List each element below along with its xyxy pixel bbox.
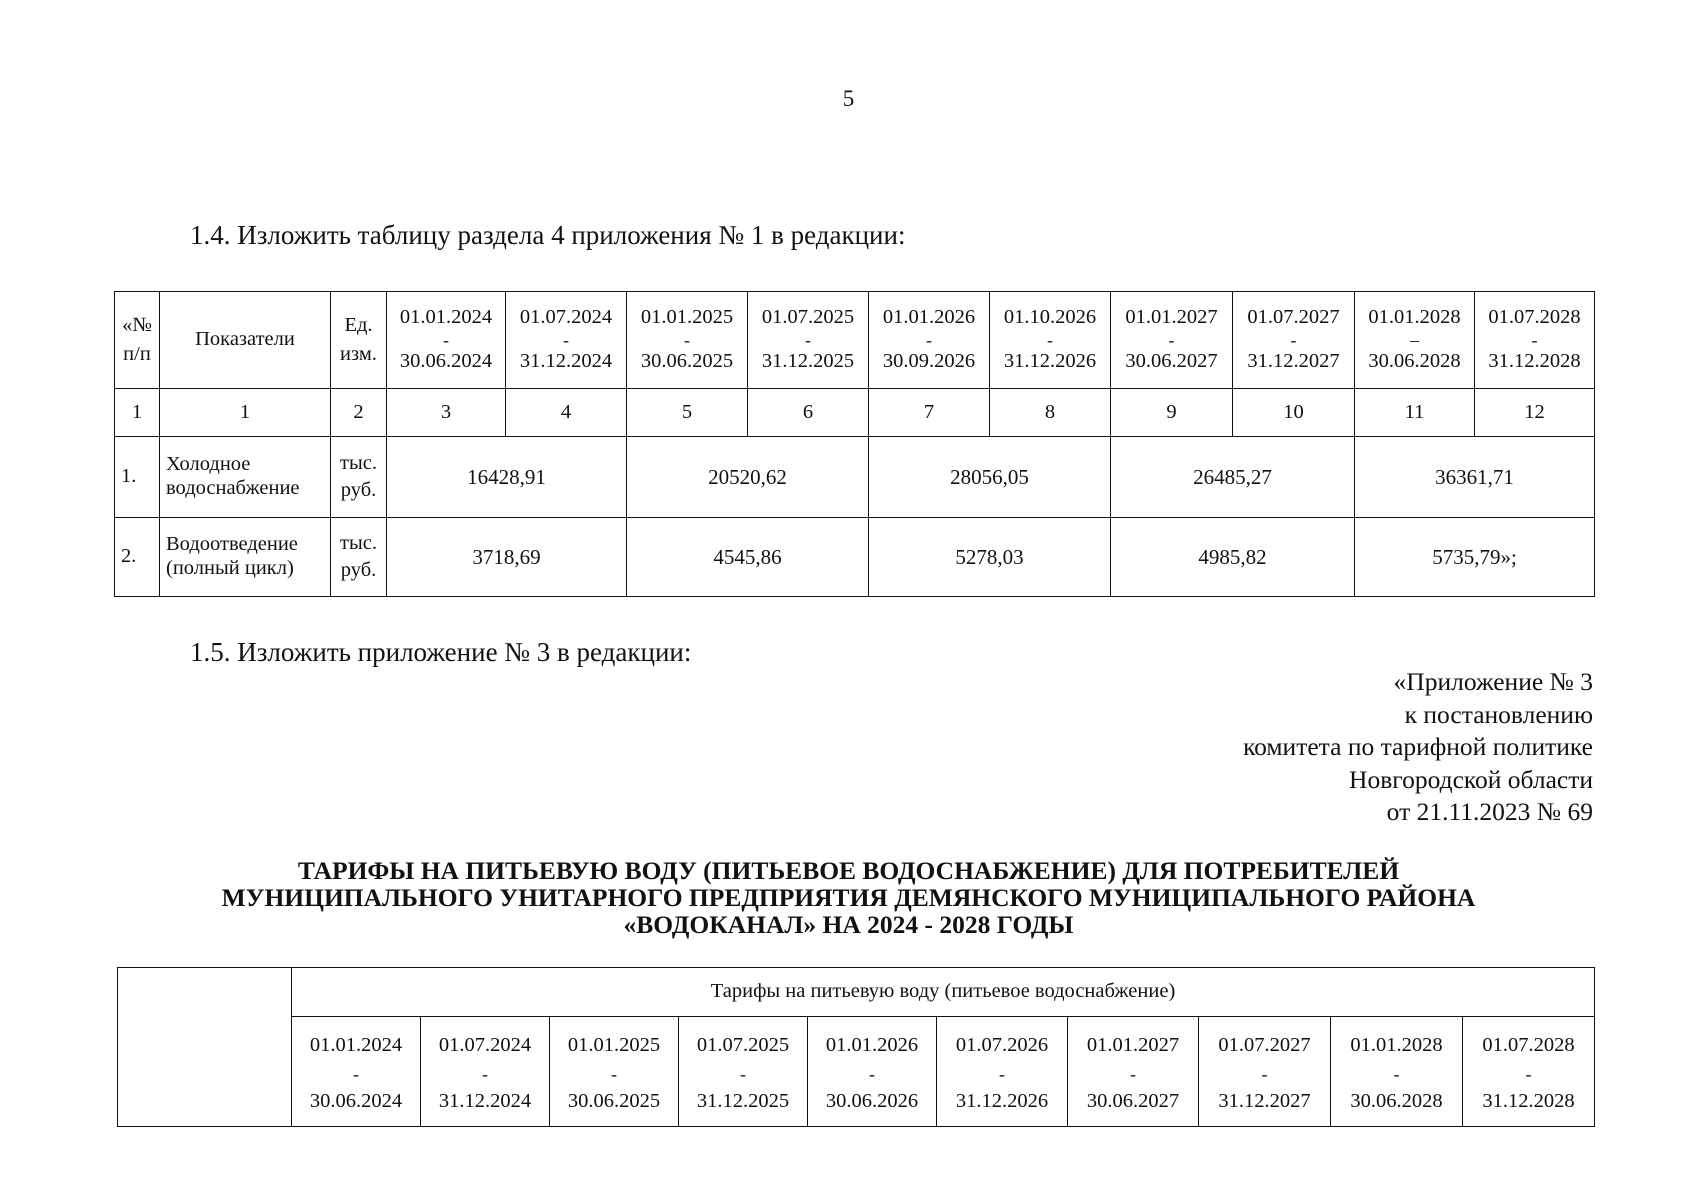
- header-period: [421, 1017, 550, 1127]
- header-period: [292, 1017, 421, 1127]
- table-index-row: [115, 389, 1595, 437]
- index-cell: 1: [115, 389, 160, 437]
- period-to: 31.12.2027: [1247, 350, 1340, 373]
- period-to: 31.12.2024: [519, 350, 613, 373]
- header-unit: [331, 292, 387, 389]
- index-cell: 10: [1233, 389, 1355, 437]
- period-from: 01.01.2026: [882, 306, 976, 328]
- paragraph-1-5: 1.5. Изложить приложение № 3 в редакции:: [190, 637, 692, 667]
- period-sep: -: [611, 1063, 617, 1084]
- header-period: [1111, 292, 1233, 389]
- period-to: 31.12.2024: [438, 1089, 532, 1112]
- period-to: 31.12.2026: [1003, 350, 1097, 373]
- header-unit-label: Ед. изм.: [340, 314, 377, 365]
- row-num: 1.: [115, 437, 160, 518]
- header-period: [506, 292, 627, 389]
- period-to: 31.12.2027: [1218, 1089, 1311, 1112]
- index-cell: 3: [387, 389, 506, 437]
- appendix-reference: [1243, 666, 1593, 829]
- period-from: 01.01.2024: [399, 306, 493, 328]
- period-sep: -: [684, 330, 690, 350]
- table-row: [115, 437, 1595, 518]
- period-from: 01.01.2028: [1368, 306, 1461, 328]
- header-period: [679, 1017, 808, 1127]
- period-from: 01.07.2026: [955, 1033, 1049, 1056]
- index-cell: 11: [1355, 389, 1475, 437]
- header-period: [627, 292, 748, 389]
- period-from: 01.01.2027: [1125, 306, 1218, 328]
- appendix-line: от 21.11.2023 № 69: [1386, 797, 1593, 826]
- header-period: [990, 292, 1111, 389]
- period-sep: -: [999, 1063, 1005, 1084]
- appendix-line: Новгородской области: [1349, 764, 1593, 794]
- period-from: 01.07.2024: [438, 1033, 532, 1056]
- header-period: [1068, 1017, 1199, 1127]
- appendix-line: к постановлению: [1404, 699, 1593, 729]
- row-value: 28056,05: [869, 437, 1111, 518]
- empty-header-cell: [118, 968, 292, 1127]
- period-from: 01.07.2028: [1488, 306, 1581, 328]
- header-period: [1199, 1017, 1331, 1127]
- header-period: [808, 1017, 937, 1127]
- title-line: МУНИЦИПАЛЬНОГО УНИТАРНОГО ПРЕДПРИЯТИЯ ДЕМЯНСКОГО МУНИЦИПАЛЬНОГО РАЙОНА: [221, 883, 1476, 912]
- header-indicators-label: Показатели: [195, 328, 295, 351]
- header-period: [748, 292, 869, 389]
- period-sep: -: [926, 330, 932, 350]
- period-sep: -: [869, 1063, 875, 1084]
- tariffs-table: [117, 967, 1595, 1127]
- header-period: [1463, 1017, 1595, 1127]
- period-sep: -: [563, 330, 569, 350]
- page-number: 5: [842, 86, 855, 111]
- period-sep: -: [740, 1063, 746, 1084]
- period-to: 31.12.2025: [761, 350, 855, 373]
- period-to: 31.12.2025: [696, 1089, 790, 1112]
- period-to: 31.12.2026: [955, 1089, 1049, 1112]
- period-from: 01.10.2026: [1003, 306, 1097, 328]
- period-from: 01.01.2027: [1086, 1033, 1180, 1056]
- index-cell: 7: [869, 389, 990, 437]
- row-name: Холодное водоснабжение: [160, 437, 331, 518]
- period-sep: -: [805, 330, 811, 350]
- header-period: [869, 292, 990, 389]
- index-cell: 9: [1111, 389, 1233, 437]
- period-to: 30.06.2024: [309, 1089, 403, 1112]
- row-value: 36361,71: [1355, 437, 1595, 518]
- index-cell: 5: [627, 389, 748, 437]
- header-period: [550, 1017, 679, 1127]
- period-sep: -: [353, 1063, 359, 1084]
- index-cell: 2: [331, 389, 387, 437]
- period-sep: -: [1168, 330, 1175, 350]
- period-sep: -: [1130, 1063, 1136, 1084]
- period-to: 30.06.2028: [1350, 1089, 1443, 1112]
- period-to: 30.06.2027: [1086, 1089, 1180, 1112]
- period-sep: -: [443, 330, 449, 350]
- table-header-row: [115, 292, 1595, 389]
- row-value: 16428,91: [387, 437, 627, 518]
- appendix-line: комитета по тарифной политике: [1243, 732, 1593, 761]
- title-line: ТАРИФЫ НА ПИТЬЕВУЮ ВОДУ (ПИТЬЕВОЕ ВОДОСНАБЖЕНИЕ) ДЛЯ ПОТРЕБИТЕЛЕЙ: [297, 856, 1400, 885]
- period-sep: -: [482, 1063, 488, 1084]
- index-cell: 6: [748, 389, 869, 437]
- row-value: 5735,79»;: [1355, 518, 1595, 597]
- period-to: 30.06.2028: [1368, 350, 1461, 373]
- period-sep: -: [1261, 1063, 1268, 1084]
- period-to: 30.06.2027: [1125, 350, 1218, 373]
- period-from: 01.07.2025: [696, 1033, 790, 1056]
- index-cell: 1: [160, 389, 331, 437]
- period-to: 30.09.2026: [882, 350, 976, 373]
- table-group-header-row: [118, 968, 1595, 1017]
- period-sep: -: [1525, 1063, 1532, 1084]
- header-num: [115, 292, 160, 389]
- header-period: [1331, 1017, 1463, 1127]
- period-from: 01.01.2026: [825, 1033, 919, 1056]
- period-to: 30.06.2025: [567, 1089, 661, 1112]
- period-sep: -: [1393, 1063, 1400, 1084]
- row-value: 4545,86: [627, 518, 869, 597]
- title-line: «ВОДОКАНАЛ» НА 2024 - 2028 ГОДЫ: [623, 910, 1074, 939]
- document-title: [0, 857, 1697, 938]
- row-value: 5278,03: [869, 518, 1111, 597]
- period-sep: -: [1047, 330, 1053, 350]
- row-unit: тыс. руб.: [331, 437, 387, 518]
- header-period: [1475, 292, 1595, 389]
- period-from: 01.01.2025: [567, 1033, 661, 1056]
- row-value: 4985,82: [1111, 518, 1355, 597]
- header-period: [937, 1017, 1068, 1127]
- period-sep: –: [1410, 330, 1419, 350]
- period-from: 01.07.2027: [1247, 306, 1340, 328]
- index-cell: 4: [506, 389, 627, 437]
- period-from: 01.01.2024: [309, 1033, 403, 1056]
- header-period: [1355, 292, 1475, 389]
- period-to: 30.06.2025: [640, 350, 734, 373]
- period-from: 01.07.2024: [519, 306, 613, 328]
- period-from: 01.07.2027: [1218, 1033, 1311, 1056]
- header-period: [387, 292, 506, 389]
- period-from: 01.01.2028: [1350, 1033, 1443, 1056]
- period-to: 30.06.2024: [399, 350, 493, 373]
- header-num-label: «№ п/п: [122, 314, 152, 365]
- row-value: 20520,62: [627, 437, 869, 518]
- table-row: [115, 518, 1595, 597]
- index-cell: 12: [1475, 389, 1595, 437]
- period-to: 31.12.2028: [1482, 1089, 1575, 1112]
- period-sep: -: [1531, 330, 1538, 350]
- header-period: [1233, 292, 1355, 389]
- index-cell: 8: [990, 389, 1111, 437]
- row-value: 3718,69: [387, 518, 627, 597]
- header-indicators: [160, 292, 331, 389]
- period-to: 30.06.2026: [825, 1089, 919, 1112]
- period-sep: -: [1290, 330, 1297, 350]
- row-num: 2.: [115, 518, 160, 597]
- row-name: Водоотведение (полный цикл): [160, 518, 331, 597]
- row-unit: тыс. руб.: [331, 518, 387, 597]
- paragraph-1-4: 1.4. Изложить таблицу раздела 4 приложения № 1 в редакции:: [190, 220, 906, 250]
- appendix-line: «Приложение № 3: [1393, 667, 1593, 696]
- period-from: 01.01.2025: [640, 306, 734, 328]
- table-header-row: [118, 1017, 1595, 1127]
- period-from: 01.07.2025: [761, 306, 855, 328]
- period-from: 01.07.2028: [1482, 1033, 1575, 1056]
- row-value: 26485,27: [1111, 437, 1355, 518]
- indicators-table: [114, 291, 1595, 597]
- group-header: Тарифы на питьевую воду (питьевое водоснабжение): [292, 968, 1595, 1017]
- period-to: 31.12.2028: [1488, 350, 1581, 373]
